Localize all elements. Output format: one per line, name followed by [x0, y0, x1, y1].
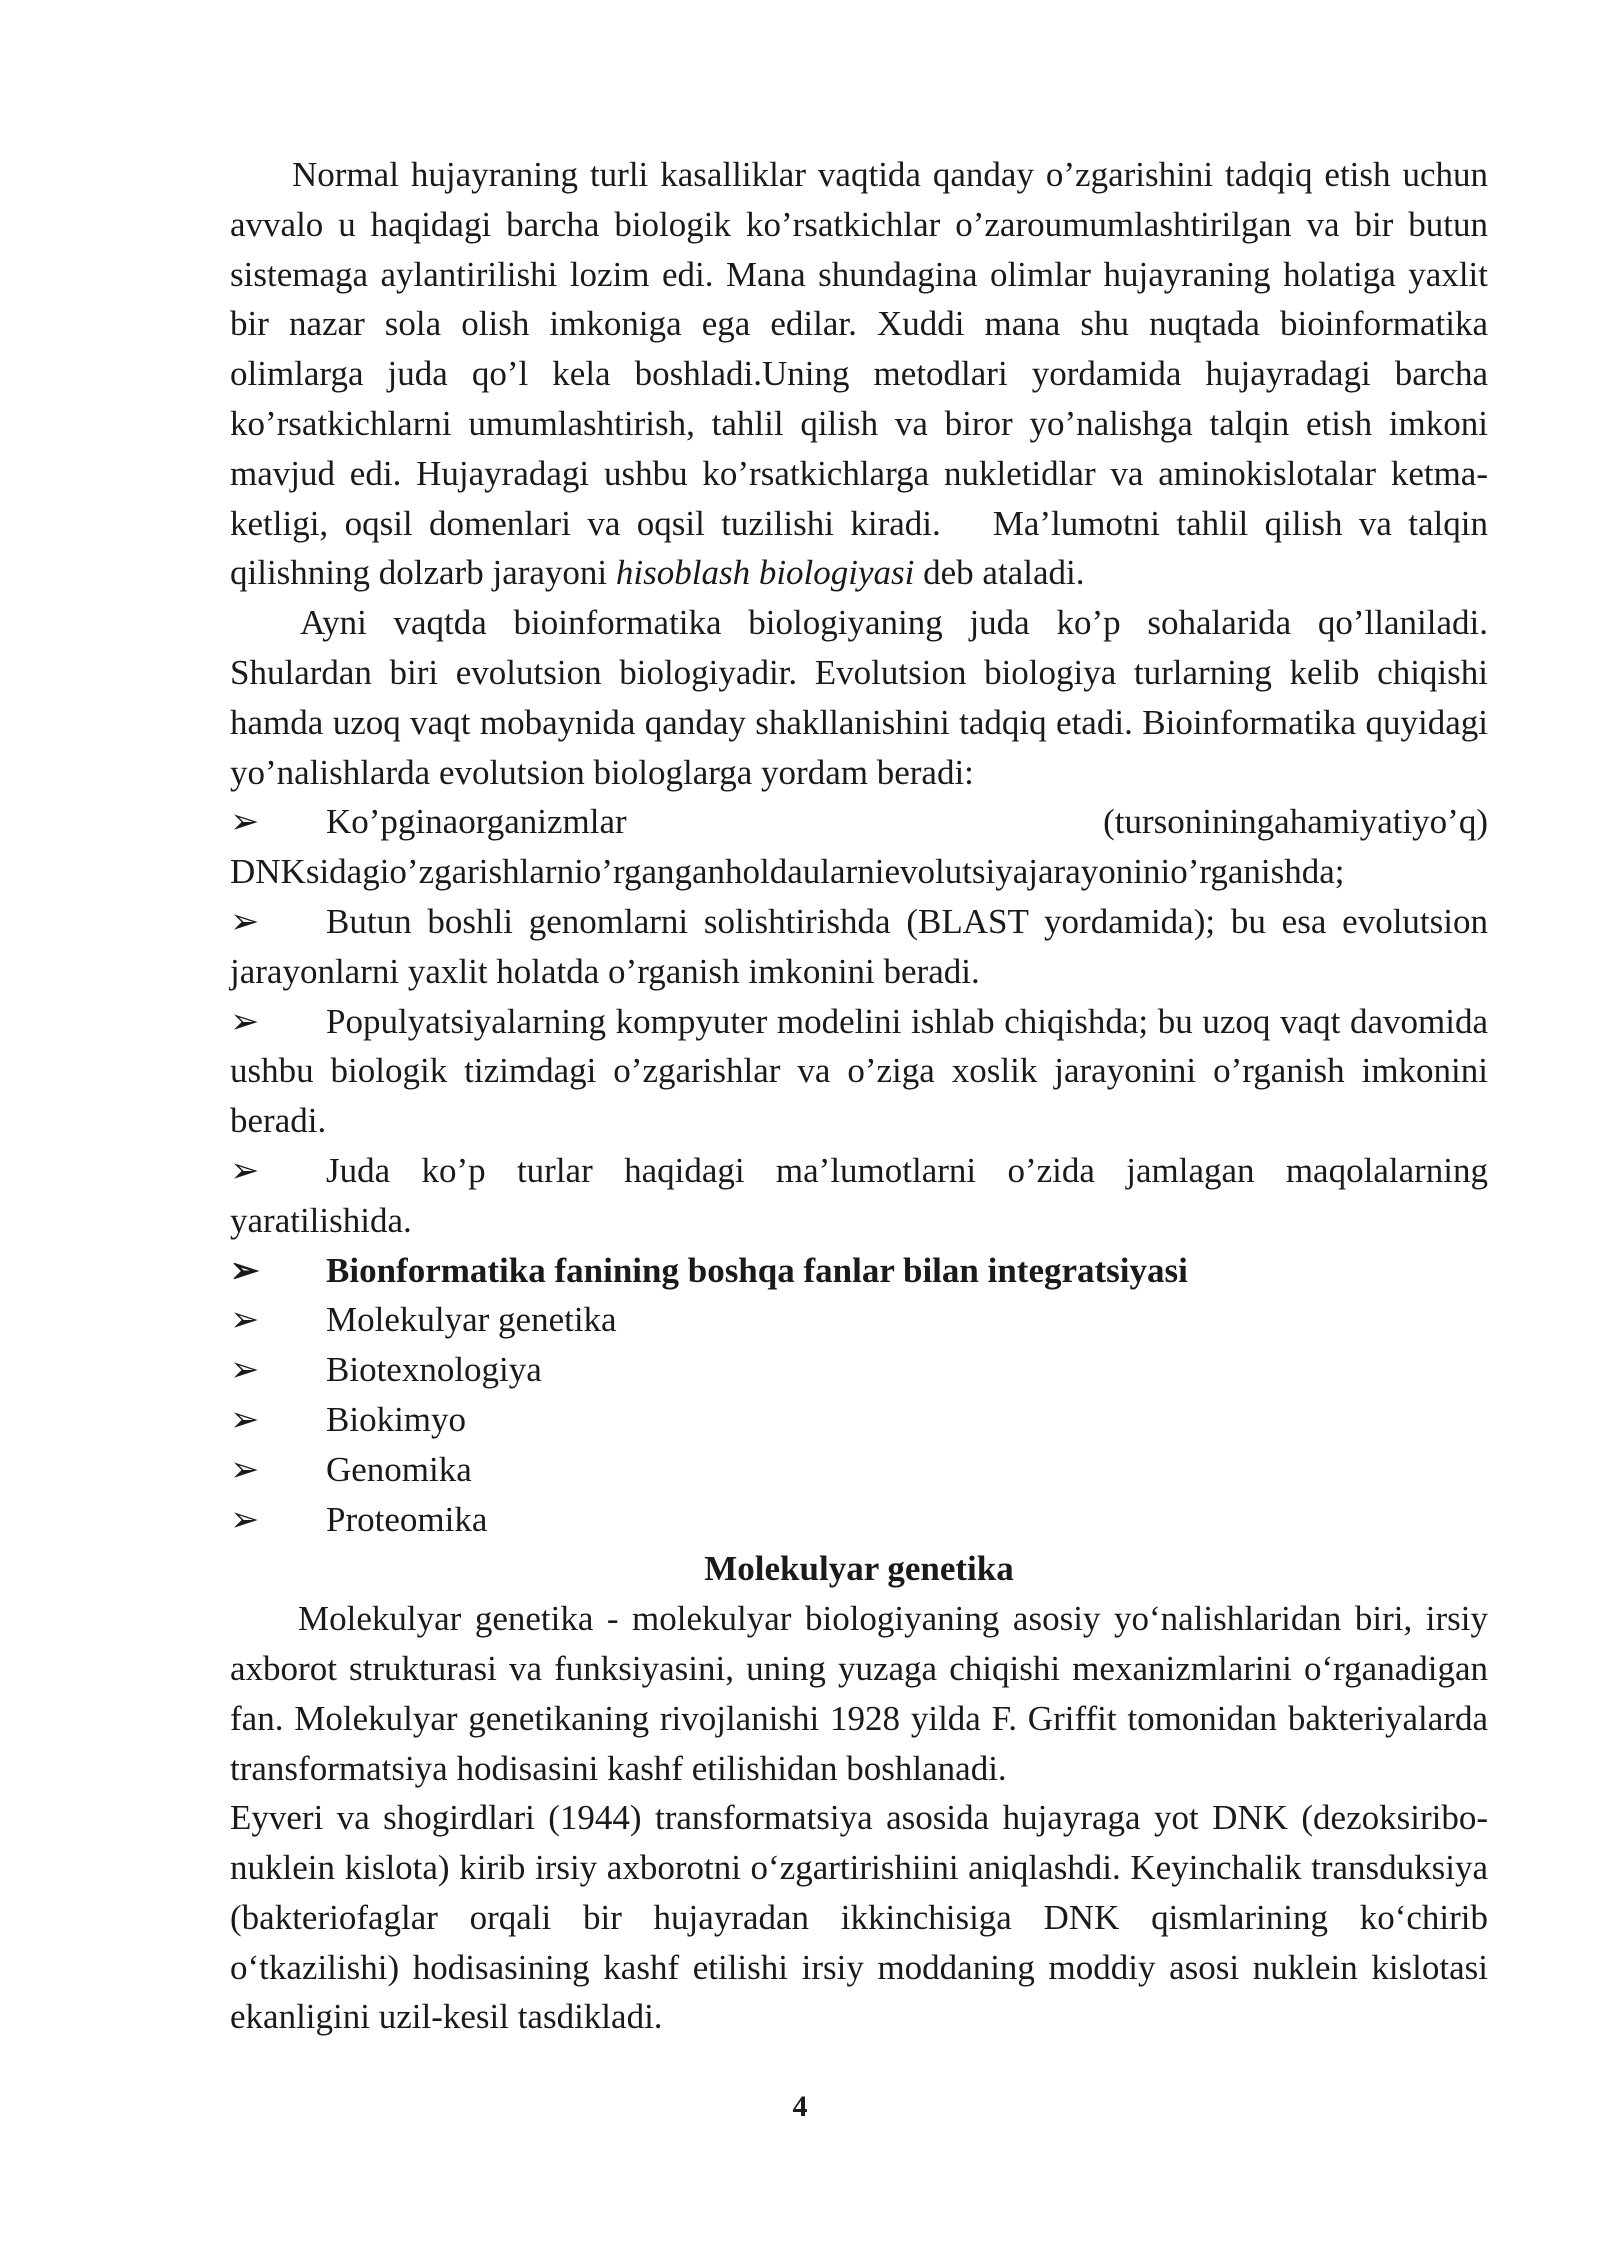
list-item: ➢ Molekulyar genetika	[230, 1295, 1488, 1345]
arrow-bullet-icon: ➢	[230, 1449, 260, 1489]
list-item: ➢ Biokimyo	[230, 1395, 1488, 1445]
paragraph-intro	[230, 150, 1488, 598]
list-item: ➢ Genomika	[230, 1445, 1488, 1495]
arrow-bullet-icon: ➢	[230, 1499, 260, 1539]
arrow-bullet-icon: ➢	[230, 802, 260, 842]
bullet-integration-text: Bionformatika fanining boshqa fanlar bilan integratsiyasi	[326, 1250, 1188, 1290]
arrow-bullet-icon: ➢	[230, 1399, 260, 1439]
list-item: ➢ Proteomika	[230, 1495, 1488, 1545]
arrow-bullet-icon: ➢	[230, 1250, 260, 1290]
arrow-bullet-icon: ➢	[230, 901, 260, 941]
bullet-item-4	[230, 1146, 1488, 1246]
bullet-item-integration	[230, 1246, 1488, 1296]
paragraph-avery: Eyveri va shogirdlari (1944) transformatsiya asosida hujayraga yot DNK (dezoksiribo-nuklein kislota) kirib irsiy axborotni o‘zgartirishiini aniqlashdi. Keyinchalik transduksiya (bakteriofaglar orqali bir hujayradan ikkinchisiga DNK qismlarining ko‘chirib o‘tkazilishi) hodisasining kashf etilishi irsiy moddaning moddiy asosi nuklein kislotasi ekanligini uzil-kesil tasdikladi.	[230, 1798, 1488, 2037]
bullet-1-line2: DNKsidagio’zgarishlarnio’rganganholdaularnievolutsiyajarayoninio’rganishda;	[230, 852, 1345, 892]
arrow-bullet-icon: ➢	[230, 1001, 260, 1041]
bullet-item-1	[230, 797, 1488, 897]
arrow-bullet-icon: ➢	[230, 1350, 260, 1390]
arrow-bullet-icon: ➢	[230, 1150, 260, 1190]
paragraph-evolution: Ayni vaqtda bioinformatika biologiyaning juda ko’p sohalarida qo’llaniladi. Shulardan biri evolutsion biologiyadir. Evolutsion biologiya turlarning kelib chiqishi hamda uzoq vaqt mobaynida qanday shakllanishini tadqiq etadi. Bioinformatika quyidagi yo’nalishlarda evolutsion biologlarga yordam beradi:	[230, 603, 1488, 792]
bullet-1-right: (tursoniningahamiyatiyo’q)	[1103, 802, 1488, 842]
document-page	[230, 150, 1488, 2042]
bullet-item-3	[230, 997, 1488, 1146]
paragraph-intro-end: deb ataladi.	[923, 553, 1085, 593]
paragraph-molecular-genetics: Molekulyar genetika - molekulyar biologiyaning asosiy yo‘nalishlaridan biri, irsiy axborot strukturasi va funksiyasini, uning yuzaga chiqishi mexanizmlarini o‘rganadigan fan. Molekulyar genetikaning rivojlanishi 1928 yilda F. Griffit tomonidan bakteriyalarda transformatsiya hodisasini kashf etilishidan boshlanadi.	[230, 1599, 1488, 1788]
bullet-2-text: Butun boshli genomlarni solishtirishda (BLAST yordamida); bu esa evolutsion jarayonlarni yaxlit holatda o’rganish imkonini beradi.	[230, 901, 1488, 991]
bullet-1-left: Ko’pginaorganizmlar	[326, 802, 627, 842]
paragraph-intro-text-2: Ma’lumotni tahlil qilish va talqin qilishning dolzarb jarayoni	[230, 503, 1488, 593]
italic-term: hisoblash biologiyasi	[615, 553, 915, 593]
bullet-item-2	[230, 897, 1488, 997]
paragraph-intro-text: Normal hujayraning turli kasalliklar vaqtida qanday o’zgarishini tadqiq etish uchun avvalo u haqidagi barcha biologik ko’rsatkichlar o’zaroumumlashtirilgan va bir butun sistemaga aylantirilishi lozim edi. Mana shundagina olimlar hujayraning holatiga yaxlit bir nazar sola olish imkoniga ega edilar. Xuddi mana shu nuqtada bioinformatika olimlarga juda qo’l kela boshladi.Uning metodlari yordamida hujayradagi barcha ko’rsatkichlarni umumlashtirish, tahlil qilish va biror yo’nalishga talqin etish imkoni mavjud edi. Hujayradagi ushbu ko’rsatkichlarga nukletidlar va aminokislotalar ketma-ketligi, oqsil domenlari va oqsil tuzilishi kiradi.	[230, 155, 1488, 543]
list-item: ➢ Biotexnologiya	[230, 1345, 1488, 1395]
arrow-bullet-icon: ➢	[230, 1300, 260, 1340]
bullet-3-text: Populyatsiyalarning kompyuter modelini ishlab chiqishda; bu uzoq vaqt davomida ushbu biologik tizimdagi o’zgarishlar va o’ziga xoslik jarayonini o’rganish imkonini beradi.	[230, 1001, 1488, 1141]
bullet-4-text: Juda ko’p turlar haqidagi ma’lumotlarni o’zida jamlagan maqolalarning yaratilishida.	[230, 1150, 1488, 1240]
section-heading: Molekulyar genetika	[704, 1549, 1014, 1589]
page-number: 4	[792, 2090, 808, 2123]
